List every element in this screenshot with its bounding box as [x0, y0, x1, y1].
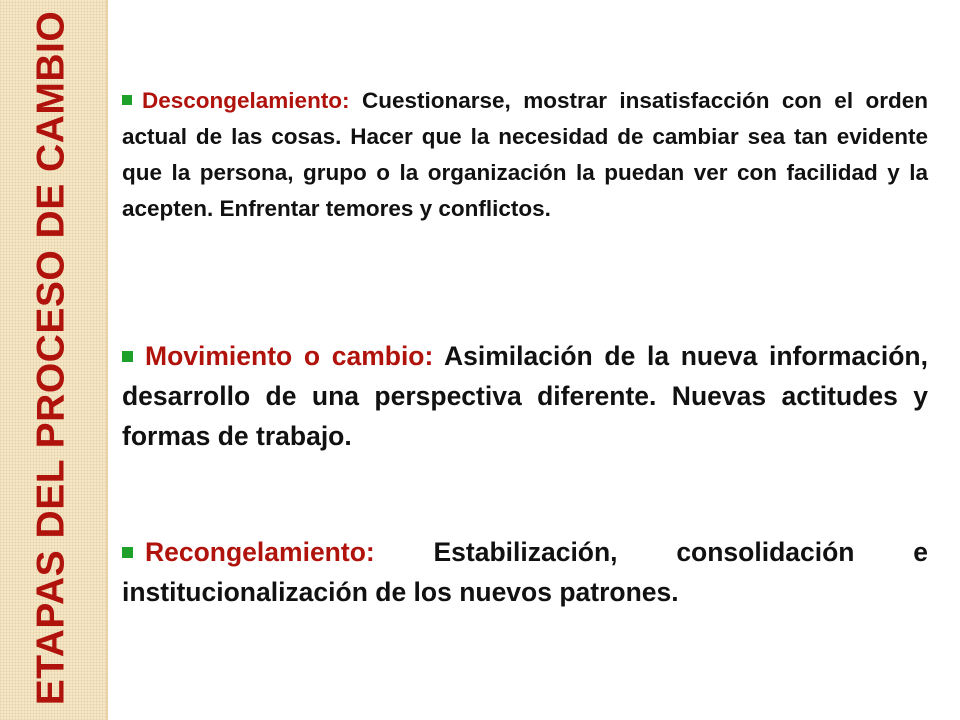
- bullet-text: Asimilación de la nueva información, desarrollo de una perspectiva diferente. Nuevas actitudes y formas de trabajo.: [122, 341, 928, 451]
- bullet-item-descongelamiento: [122, 83, 928, 227]
- bullet-item-movimiento: [122, 336, 928, 456]
- bullet-term: Movimiento o cambio:: [145, 341, 434, 371]
- slide-title: ETAPAS DEL PROCESO DE CAMBIO: [29, 10, 73, 706]
- bullet-item-recongelamiento: [122, 532, 928, 612]
- bullet-text: Estabilización, consolidación e institucionalización de los nuevos patrones.: [122, 537, 928, 607]
- square-bullet-icon: [122, 95, 132, 105]
- square-bullet-icon: [122, 547, 133, 558]
- bullet-term: Descongelamiento:: [142, 88, 350, 113]
- bullet-text: Cuestionarse, mostrar insatisfacción con el orden actual de las cosas. Hacer que la necesidad de cambiar sea tan evidente que la persona, grupo o la organización la puedan ver con facilidad y la acepten. Enfrentar temores y conflictos.: [122, 88, 928, 221]
- bullet-term: Recongelamiento:: [145, 537, 375, 567]
- side-band-border: [106, 0, 108, 720]
- square-bullet-icon: [122, 351, 133, 362]
